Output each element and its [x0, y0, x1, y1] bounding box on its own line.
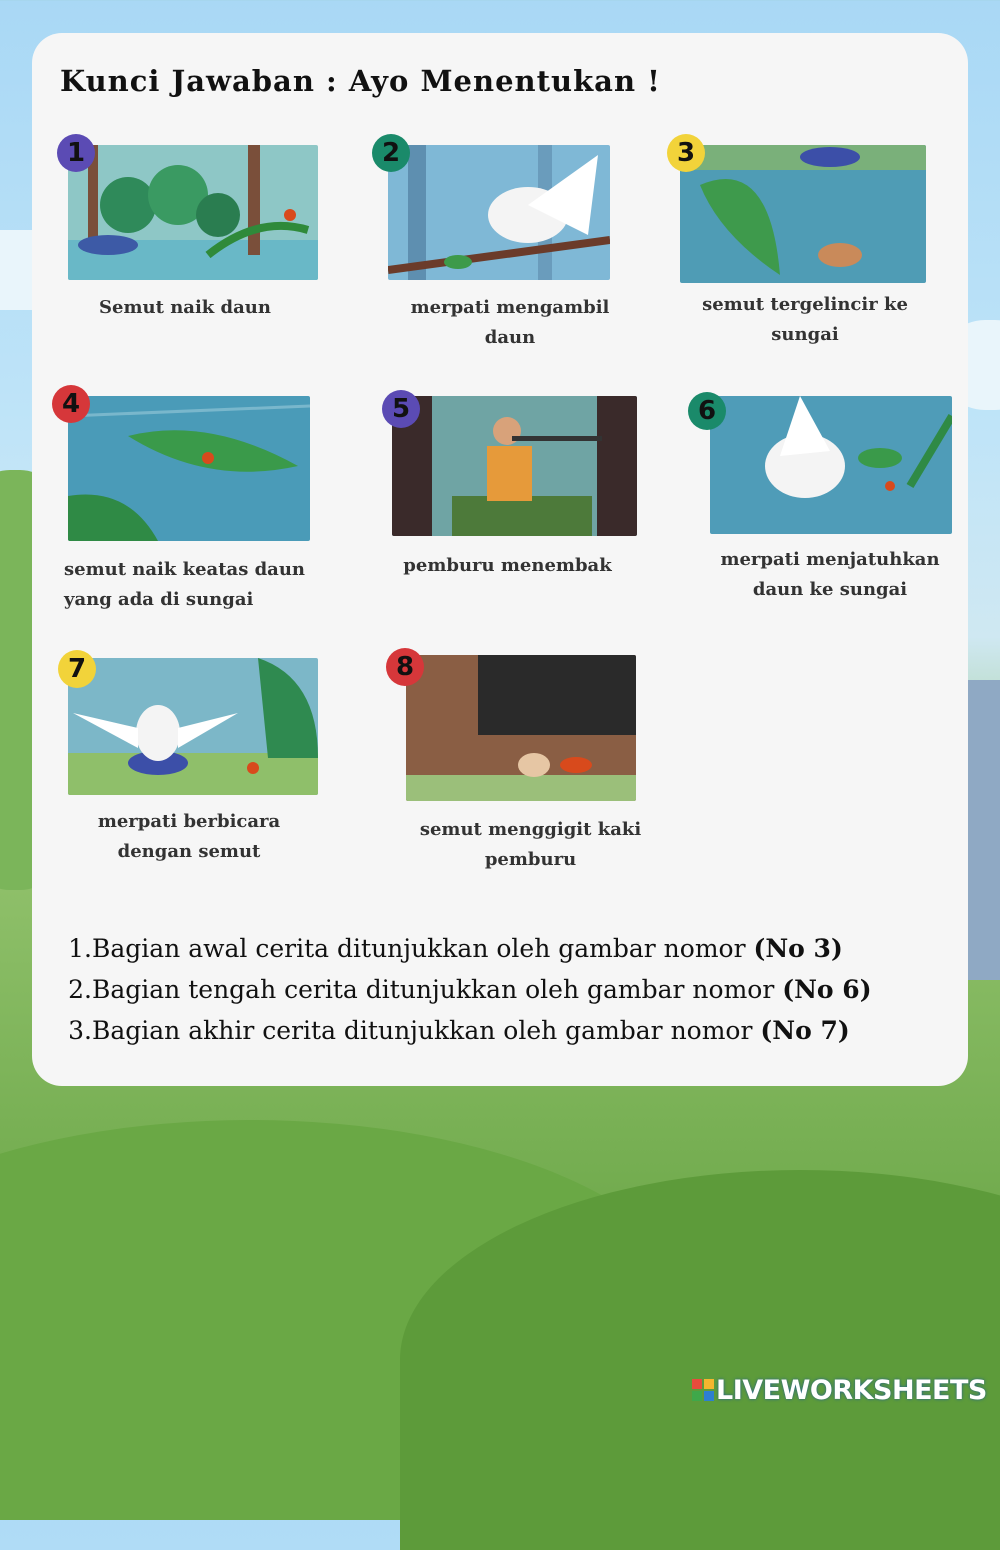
panel-1-number-badge: 1 — [57, 134, 95, 172]
answer-number: 2. — [68, 975, 92, 1004]
panel-1-caption: Semut naik daun — [99, 297, 271, 318]
panel-5-illustration — [392, 396, 637, 536]
brand-text: LIVEWORKSHEETS — [716, 1375, 987, 1406]
answer-value: (No 6) — [782, 975, 872, 1004]
panel-8-illustration — [406, 655, 636, 801]
answer-number: 3. — [68, 1016, 92, 1045]
panel-8-number-badge: 8 — [386, 648, 424, 686]
panel-7-number-badge: 7 — [58, 650, 96, 688]
liveworksheets-logo — [692, 1375, 987, 1406]
panel-1-illustration — [68, 145, 318, 280]
panel-7-illustration — [68, 658, 318, 795]
panel-2-caption: merpati mengambil daun — [410, 297, 610, 348]
panel-4-caption: semut naik keatas daun yang ada di sungai — [64, 559, 306, 610]
panel-2-number-badge: 2 — [372, 134, 410, 172]
panel-6-illustration — [710, 396, 952, 534]
panel-3-illustration — [680, 145, 926, 283]
answer-text: Bagian awal cerita ditunjukkan oleh gambar nomor — [92, 934, 754, 963]
answer-item — [64, 928, 872, 969]
answer-item — [64, 969, 872, 1010]
panel-3-number-badge: 3 — [667, 134, 705, 172]
panel-2-illustration — [388, 145, 610, 280]
brand-mark-icon — [692, 1377, 714, 1399]
panel-6-caption: merpati menjatuhkan daun ke sungai — [720, 549, 940, 600]
panel-5-number-badge: 5 — [382, 390, 420, 428]
answer-value: (No 3) — [753, 934, 843, 963]
panel-8-caption: semut menggigit kaki pemburu — [419, 819, 642, 870]
page-title: Kunci Jawaban : Ayo Menentukan ! — [60, 64, 661, 98]
answer-number: 1. — [68, 934, 92, 963]
panel-6-number-badge: 6 — [688, 392, 726, 430]
panel-5-caption: pemburu menembak — [403, 555, 612, 576]
answer-list — [64, 928, 872, 1051]
panel-4-number-badge: 4 — [52, 385, 90, 423]
panel-7-caption: merpati berbicara dengan semut — [97, 811, 281, 862]
answer-value: (No 7) — [760, 1016, 850, 1045]
answer-item — [64, 1010, 872, 1051]
panel-4-illustration — [68, 396, 310, 541]
answer-text: Bagian tengah cerita ditunjukkan oleh gambar nomor — [92, 975, 783, 1004]
answer-text: Bagian akhir cerita ditunjukkan oleh gambar nomor — [92, 1016, 761, 1045]
panel-3-caption: semut tergelincir ke sungai — [702, 294, 908, 345]
